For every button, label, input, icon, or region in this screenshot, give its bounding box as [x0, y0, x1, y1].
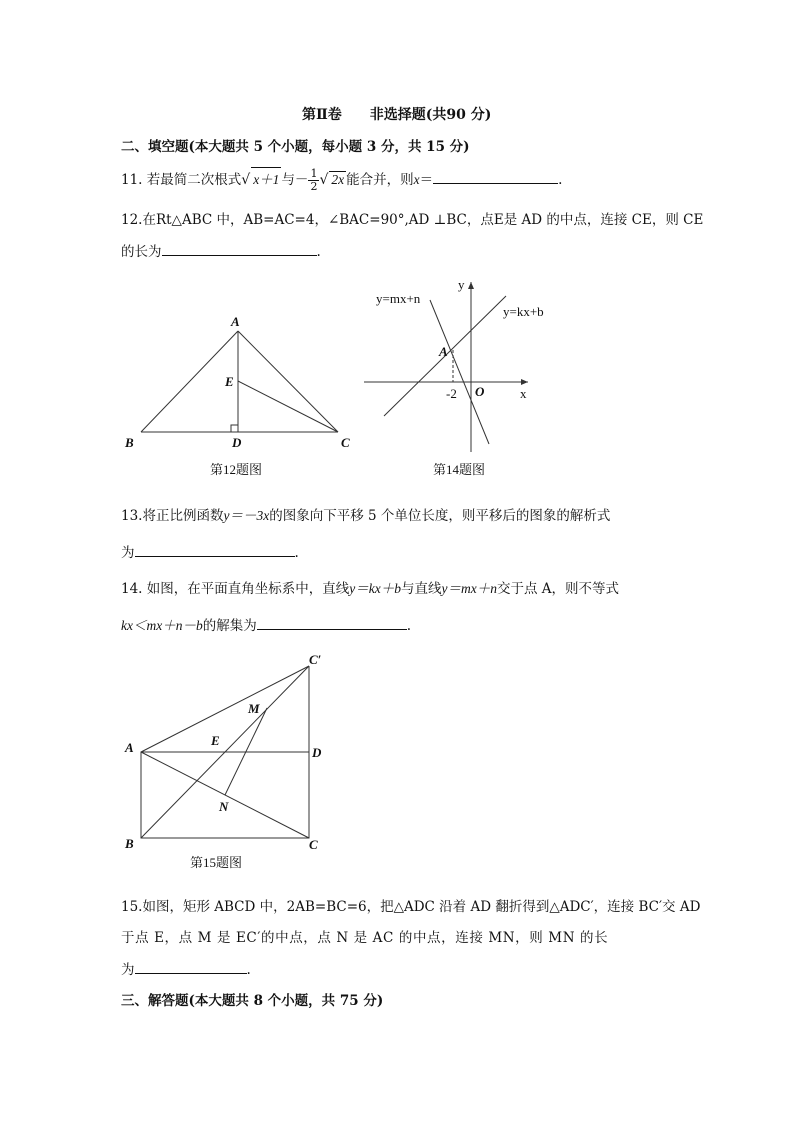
- question-15-line2: 于点 E，点 M 是 EC′的中点，点 N 是 AC 的中点，连接 MN，则 MN 的长: [121, 930, 609, 946]
- q14-math3: kx＜mx＋n－b: [121, 618, 203, 633]
- q15-answer-blank[interactable]: [135, 960, 247, 974]
- fig14-label-origin: O: [475, 384, 485, 399]
- q11-radicand1: x＋1: [251, 167, 281, 188]
- figure-15: [115, 648, 345, 878]
- q11-var: x: [413, 172, 420, 187]
- q14-answer-blank[interactable]: [257, 616, 407, 630]
- question-12-line1: 12.在Rt△ABC 中，AB=AC=4，∠BAC=90°,AD ⊥BC，点E是 AD 的中点，连接 CE，则 CE: [121, 212, 704, 228]
- fig14-label-x: x: [520, 386, 527, 401]
- q11-suffix: 能合并，则: [346, 172, 414, 188]
- question-14-line1: [121, 577, 619, 597]
- q14-prefix: 14. 如图，在平面直角坐标系中，直线: [121, 581, 350, 597]
- q11-radicand2: 2x: [331, 172, 345, 187]
- q14-mid: 与直线: [401, 581, 442, 597]
- fig15-segment-ac-prime: [141, 666, 309, 752]
- fig15-label-c-prime: C′: [309, 652, 322, 667]
- q14-math2: y＝mx＋n: [441, 581, 497, 596]
- section3-heading: 三、解答题(本大题共 8 个小题，共 75 分): [121, 993, 384, 1009]
- page-title: 第Ⅱ卷 非选择题(共90 分): [302, 107, 492, 123]
- q12-answer-blank[interactable]: [162, 242, 317, 256]
- fig14-label-y: y: [458, 277, 465, 292]
- question-15-line3: [121, 958, 251, 978]
- q11-prefix: 11. 若最简二次根式: [121, 172, 242, 188]
- q15-end: .: [246, 962, 251, 978]
- question-11: 11. 若最简二次根式√ x＋1 与－ $\frac{1}{2}$ √ 2x 能合并，则x＝ .: [121, 167, 563, 193]
- fig15-label-a: A: [125, 740, 134, 755]
- figure-12: [115, 305, 365, 485]
- q11-answer-blank[interactable]: [433, 170, 558, 184]
- fig12-label-b: B: [125, 435, 134, 450]
- fig12-segment-ce: [238, 381, 338, 432]
- fig15-label-n: N: [219, 799, 229, 814]
- fig14-caption: 第14题图: [433, 462, 486, 477]
- fig15-label-e: E: [211, 733, 220, 748]
- q14-label: 的解集为: [202, 618, 257, 634]
- q13-math: y＝－3x: [223, 508, 270, 523]
- fig14-label-a: A: [439, 344, 448, 359]
- q11-frac-num: 1: [310, 167, 318, 180]
- q13-prefix: 13.将正比例函数: [121, 508, 224, 524]
- q11-mid: 与－: [281, 172, 309, 188]
- q12-label: 的长为: [121, 244, 162, 260]
- fig12-label-a: A: [231, 314, 240, 329]
- fig12-label-c: C: [341, 435, 350, 450]
- fig12-right-angle-mark: [231, 425, 238, 432]
- q11-fraction: [308, 168, 319, 193]
- fig14-tick-minus2: -2: [446, 386, 457, 401]
- figure-14: [360, 272, 560, 482]
- fig12-segment-ac: [238, 331, 338, 432]
- fig15-label-c: C: [309, 837, 318, 852]
- fig12-caption: 第12题图: [210, 462, 263, 477]
- q13-rest: 的图象向下平移 5 个单位长度，则平移后的图象的解析式: [269, 508, 611, 524]
- fig15-label-m: M: [248, 701, 260, 716]
- q12-end: .: [316, 244, 321, 260]
- fig12-label-d: D: [232, 435, 242, 450]
- section2-heading: 二、填空题(本大题共 5 个小题，每小题 3 分，共 15 分): [121, 139, 470, 155]
- fig12-label-e: E: [225, 374, 234, 389]
- fig15-label-d: D: [312, 745, 322, 760]
- q14-rest: 交于点 A，则不等式: [496, 581, 620, 597]
- question-13-line1: [121, 504, 610, 524]
- q11-eq: ＝: [419, 172, 434, 188]
- question-14-line2: [121, 614, 411, 634]
- q14-end: .: [406, 618, 412, 634]
- q13-end: .: [294, 545, 299, 561]
- q13-answer-blank[interactable]: [135, 543, 295, 557]
- q15-label: 为: [121, 962, 135, 978]
- fig15-label-b: B: [125, 836, 134, 851]
- fig14-label-line1: y=mx+n: [376, 291, 421, 306]
- fig14-label-line2: y=kx+b: [503, 304, 544, 319]
- q11-frac-den: 2: [310, 180, 318, 193]
- q11-end: .: [558, 172, 563, 188]
- fig15-caption: 第15题图: [190, 855, 243, 870]
- fig14-x-arrow: [521, 379, 528, 385]
- fig14-y-arrow: [468, 282, 474, 289]
- fig12-segment-ab: [141, 331, 238, 432]
- question-15-line1: 15.如图，矩形 ABCD 中，2AB=BC=6，把△ADC 沿着 AD 翻折得到△ADC′，连接 BC′交 AD: [121, 899, 701, 915]
- question-12-line2: [121, 240, 321, 260]
- q14-math1: y＝kx＋b: [349, 581, 401, 596]
- question-13-line2: [121, 541, 299, 561]
- q13-label: 为: [121, 545, 135, 561]
